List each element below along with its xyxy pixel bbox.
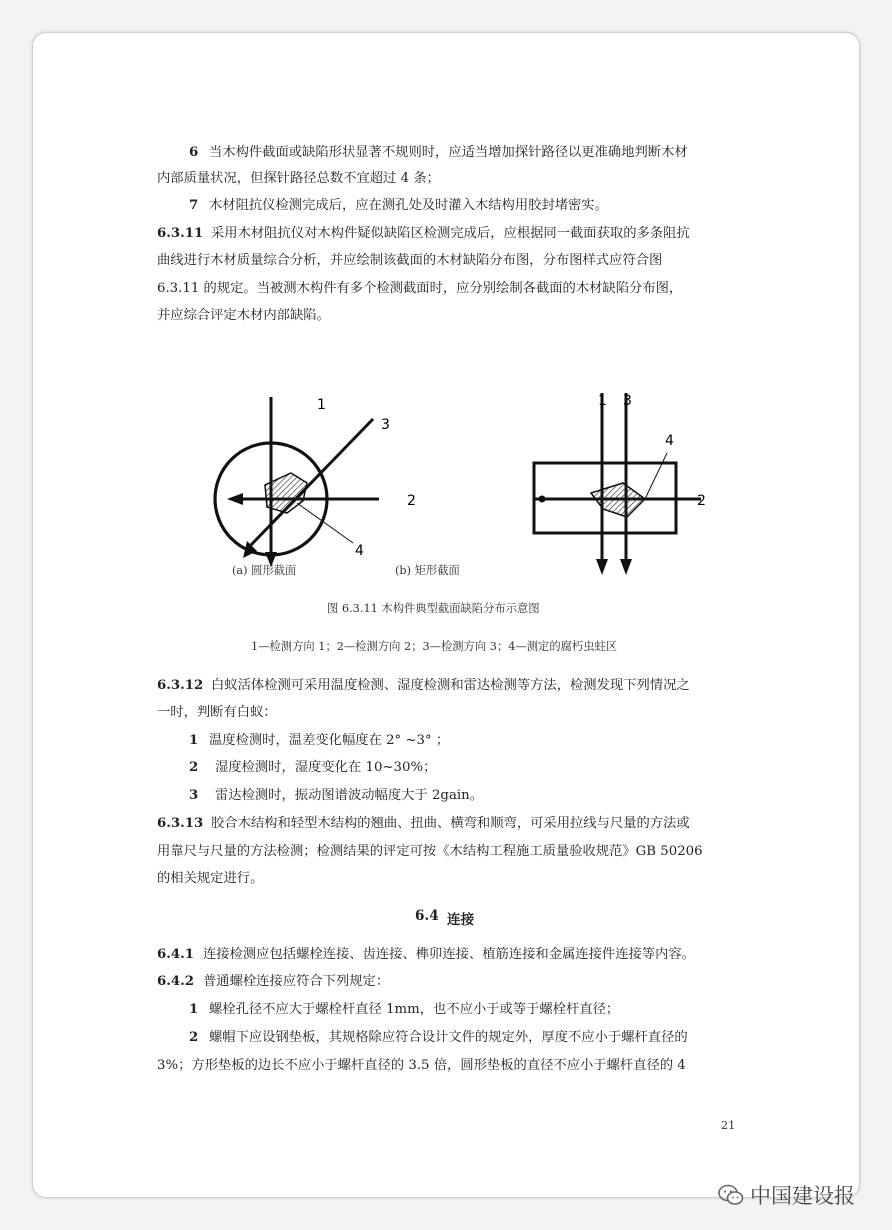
paragraph-line: 螺帽下应设钢垫板，其规格除应符合设计文件的规定外，厚度不应小于螺杆直径的 — [209, 1030, 688, 1045]
circular-section-diagram — [215, 397, 416, 567]
label-4: 4 — [355, 543, 364, 559]
direction-2-start-marker — [539, 496, 546, 503]
section-title: 连接 — [447, 912, 475, 928]
document-page — [32, 32, 860, 1198]
clause-number: 6.4.2 — [157, 974, 195, 989]
wechat-icon — [718, 1184, 744, 1206]
clause-number: 6.4.1 — [157, 947, 195, 962]
decay-zone-hatch — [591, 483, 645, 517]
item-number: 7 — [189, 198, 199, 213]
paragraph-line: 一时，判断有白蚁： — [157, 705, 277, 720]
paragraph-line: 并应综合评定木材内部缺陷。 — [157, 308, 330, 323]
paragraph-line: 3%；方形垫板的边长不应小于螺杆直径的 3.5 倍，圆形垫板的直径不应小于螺杆直径的 4 — [157, 1058, 686, 1073]
paragraph-line: 当木构件截面或缺陷形状显著不规则时，应适当增加探针路径以更准确地判断木材 — [209, 145, 688, 160]
defect-distribution-figure — [183, 353, 706, 573]
paragraph-line: 用靠尺与尺量的方法检测；检测结果的评定可按《木结构工程施工质量验收规范》GB 50206 — [157, 844, 703, 859]
section-number: 6.4 — [415, 908, 439, 924]
paragraph-line: 的相关规定进行。 — [157, 871, 264, 886]
subcaption-b: (b) 矩形截面 — [395, 564, 460, 577]
label-1: 1 — [317, 397, 326, 413]
item-number: 1 — [189, 733, 199, 748]
watermark — [718, 1180, 855, 1210]
item-number: 6 — [189, 145, 199, 160]
clause-number: 6.3.13 — [157, 816, 204, 831]
figure-caption: 图 6.3.11 木构件典型截面缺陷分布示意图 — [327, 602, 540, 615]
list-item: 雷达检测时，振动图谱波动幅度大于 2gain。 — [215, 788, 483, 803]
clause-number: 6.3.11 — [157, 226, 204, 241]
paragraph-line: 胶合木结构和轻型木结构的翘曲、扭曲、横弯和顺弯，可采用拉线与尺量的方法或 — [211, 816, 690, 831]
label-1: 1 — [598, 393, 607, 409]
label-3: 3 — [381, 417, 390, 433]
paragraph-line: 白蚁活体检测可采用温度检测、湿度检测和雷达检测等方法，检测发现下列情况之 — [211, 678, 690, 693]
direction-3-arrowhead — [243, 541, 257, 558]
item-number: 2 — [189, 1030, 199, 1045]
figure-legend: 1—检测方向 1；2—检测方向 2；3—检测方向 3；4—测定的腐朽虫蛀区 — [251, 640, 618, 653]
subcaption-a: (a) 圆形截面 — [232, 564, 297, 577]
label-2: 2 — [697, 493, 706, 509]
direction-1-arrowhead — [596, 559, 608, 575]
label-4: 4 — [665, 433, 674, 449]
rectangular-section-diagram — [534, 393, 706, 575]
paragraph-line: 木材阻抗仪检测完成后，应在测孔处及时灌入木结构用胶封堵密实。 — [209, 198, 608, 213]
direction-3-line — [251, 419, 373, 545]
item-number: 1 — [189, 1002, 199, 1017]
paragraph-line: 采用木材阻抗仪对木构件疑似缺陷区检测完成后，应根据同一截面获取的多条阻抗 — [211, 226, 690, 241]
label-2: 2 — [407, 493, 416, 509]
item-number: 3 — [189, 788, 199, 803]
clause-number: 6.3.12 — [157, 678, 204, 693]
label-3: 3 — [623, 393, 632, 409]
paragraph-line: 普通螺栓连接应符合下列规定： — [203, 974, 390, 989]
paragraph-line: 内部质量状况，但探针路径总数不宜超过 4 条； — [157, 171, 440, 186]
watermark-text: 中国建设报 — [750, 1184, 855, 1208]
list-item: 温度检测时，温差变化幅度在 2° ~3° ； — [209, 733, 450, 748]
paragraph-line: 6.3.11 的规定。当被测木构件有多个检测截面时，应分别绘制各截面的木材缺陷分布图， — [157, 281, 683, 296]
item-number: 2 — [189, 760, 199, 775]
list-item: 螺栓孔径不应大于螺栓杆直径 1mm，也不应小于或等于螺栓杆直径； — [209, 1002, 620, 1017]
direction-2-arrowhead — [227, 493, 243, 505]
paragraph-line: 连接检测应包括螺栓连接、齿连接、榫卯连接、植筋连接和金属连接件连接等内容。 — [203, 947, 695, 962]
list-item: 湿度检测时，湿度变化在 10~30%； — [215, 760, 437, 775]
paragraph-line: 曲线进行木材质量综合分析，并应绘制该截面的木材缺陷分布图，分布图样式应符合图 — [157, 253, 663, 268]
leader-line-4 — [645, 453, 667, 499]
page-number: 21 — [721, 1119, 736, 1132]
direction-3-arrowhead — [620, 559, 632, 575]
